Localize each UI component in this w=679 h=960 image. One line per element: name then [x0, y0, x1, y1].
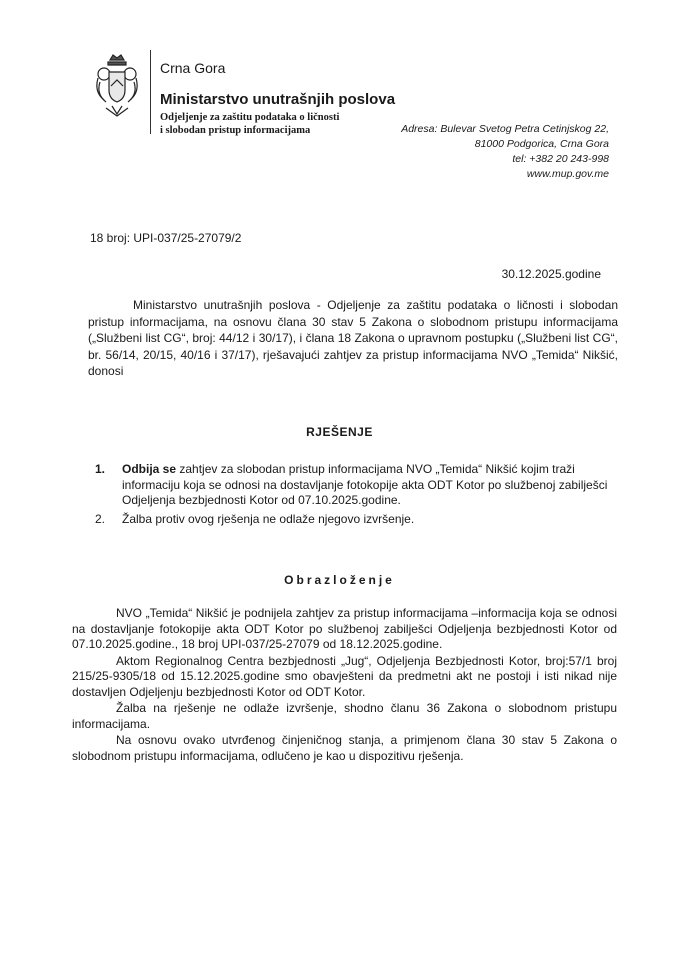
website-link[interactable]: www.mup.gov.me [526, 168, 609, 180]
department-line-1: Odjeljenje za zaštitu podataka o ličnosti [160, 112, 340, 123]
reasoning-body [72, 606, 617, 765]
list-item-text: zahtjev za slobodan pristup informacijama NVO „Temida“ Nikšić kojim traži informaciju koja se odnosi na dostavljanje fotokopije akta ODT Kotor po službenoj zabilješci Odjeljenja bezbjednosti Kotor od 07.10.2025.godine. [122, 462, 608, 507]
ministry-name: Ministarstvo unutrašnjih poslova [160, 91, 396, 108]
reasoning-paragraph: NVO „Temida“ Nikšić je podnijela zahtjev za pristup informacijama –informacija koja se odnosi na dostavljanje fotokopije akta ODT Kotor po službenoj zabilješci Odjeljenja bezbjednosti Kotor od 07.10.2025.godine., 18 broj UPI-037/25-27079 od 18.12.2025.godine. [72, 606, 617, 651]
header-divider [150, 50, 151, 134]
list-item-text: Žalba protiv ovog rješenja ne odlaže njegovo izvršenje. [122, 511, 415, 526]
address-line-1: Adresa: Bulevar Svetog Petra Cetinjskog 22, [401, 123, 609, 135]
document-number: 18 broj: UPI-037/25-27079/2 [90, 231, 242, 245]
document-date: 30.12.2025.godine [501, 267, 601, 281]
department-line-2: i slobodan pristup informacijama [160, 125, 311, 136]
list-item-bold: Odbija se [122, 462, 177, 476]
list-item-number: 1. [95, 462, 106, 476]
phone: tel: +382 20 243-998 [512, 153, 609, 165]
decision-list [95, 462, 615, 530]
intro-paragraph [88, 297, 618, 380]
intro-text: Ministarstvo unutrašnjih poslova - Odjeljenje za zaštitu podataka o ličnosti i slobodan pristup informacijama, na osnovu člana 30 stav 5 Zakona o slobodnom pristupu informacijama („Službeni list CG“, broj: 44/12 i 30/17), i člana 18 Zakona o upravnom postupku („Službeni list CG“, br. 56/14, 20/15, 40/16 i 37/17), rješavajući zahtjev za pristup informacijama NVO „Temida“ Nikšić, donosi [88, 298, 618, 378]
decision-title: RJEŠENJE [306, 425, 373, 439]
reasoning-paragraph: Na osnovu ovako utvrđenog činjeničnog stanja, a primjenom člana 30 stav 5 Zakona o slobodnom pristupu informacijama, odlučeno je kao u dispozitivu rješenja. [72, 733, 617, 763]
coat-of-arms-icon [92, 52, 142, 118]
country-name: Crna Gora [160, 60, 226, 76]
reasoning-title: Obrazloženje [284, 573, 395, 587]
address-line-2: 81000 Podgorica, Crna Gora [474, 138, 609, 150]
list-item [95, 512, 615, 528]
reasoning-paragraph: Aktom Regionalnog Centra bezbjednosti „Jug“, Odjeljenja Bezbjednosti Kotor, broj:57/1 broj 215/25-9305/18 od 15.12.2025.godine smo obavješteni da predmetni akt ne postoji i isti nikad nije dostavljen Odjeljenju bezbjednosti Kotor od ODT Kotor. [72, 653, 617, 699]
reasoning-paragraph: Žalba na rješenje ne odlaže izvršenje, shodno članu 36 Zakona o slobodnom pristupu informacijama. [72, 701, 617, 731]
list-item-number: 2. [95, 511, 106, 526]
list-item [95, 462, 615, 509]
